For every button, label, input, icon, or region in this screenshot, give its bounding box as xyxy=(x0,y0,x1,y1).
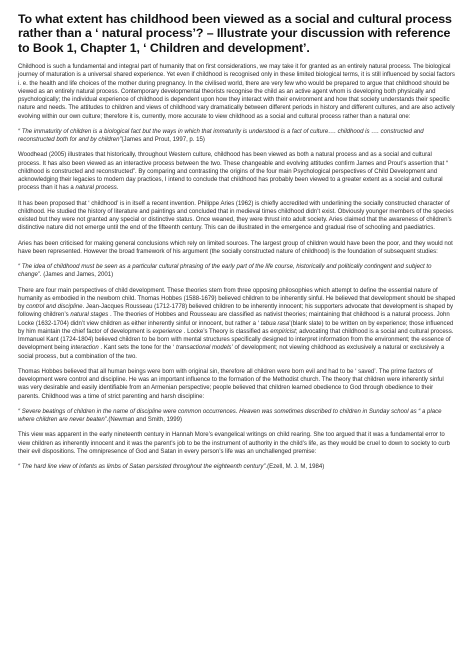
paragraph-aries: It has been proposed that ‘ childhood’ is in itself a recent invention. Philippe Aries (1962) is chiefly accredited with underlining the socially constructed character of childhood. He studied the history of literature and paintings and concluded that in medieval times childhood didn’t exist. Obviously younger members of the species existed but they were not granted any special or distinctive status. Once weaned, they were thrust into adult society. Aries claimed that the awareness of children’s distinctive nature did not emerge until the end of the fifteenth century. This can de illustrated in the emergence and gradual rise of schooling and paediatrics. xyxy=(18,200,454,232)
paragraph-text: ; advocating that childhood is a social and cultural process. Immanuel Kant (1724-1804) believed children to be born with mental structures specifically designed to interpret information from the environment; the essence of development being xyxy=(18,328,454,352)
quote-james-james xyxy=(18,263,456,280)
paragraph-aries-criticism: Aries has been criticised for making general conclusions which rely on limited sources. The largest group of children would have been the poor, and they would not have been represented. However the broad framework of his argument (the socially constructed nature of childhood) is the foundation of subsequent studies: xyxy=(18,240,453,255)
quote-text: “ Severe beatings of children in the name of discipline were common occurrences. Heaven was sometimes described to children in Sunday school as “ a place where children are never beaten”. xyxy=(18,408,442,424)
emphasis-text: tabua rasa xyxy=(260,320,290,327)
emphasis-text: empiricist xyxy=(270,328,296,335)
emphasis-text: natural process. xyxy=(75,185,119,192)
paragraph-woodhead xyxy=(18,151,456,192)
paragraph-text: . Jean-Jacques Rousseau (1712-1778) believed children to be inherently innocent; his supporters advocate that development is shaped by following children’s xyxy=(18,304,453,319)
quote-text: “ The immaturity of children is a biological fact but the ways in which that immaturity is understood is a fact of culture…. childhood is …. constructed and reconstructed both for and by children” xyxy=(18,128,424,144)
quote-ezell xyxy=(18,463,456,471)
paragraph-intro: Childhood is such a fundamental and integral part of humanity that on first considerations, we may take it for granted as an entirely natural process. The biological journey of maturation is a universal shared experience. Yet even if childhood is recognised only in these limited biological terms, it is still influenced by social factors i. e. the health and life choices of the mother during pregnancy. In the civilised world, there are very few who would be prepared to argue that childhood should be viewed as an entirely natural process. Contemporary developmental theorists recognise the child as an active agent whom is developing both physically and psychologically; the individual experience of childhood is dependent upon how they interact with their environment and how that society understands their specific nature and needs. The attitudes to children and views of childhood vary dramatically between different periods in history and different cultures, and are also actively evolving within our own culture; therefore it is, currently, more accurate to view childhood as a social and cultural process rather than a natural one: xyxy=(18,64,455,120)
paragraph-text: . Kant sets the tone for the ‘ xyxy=(98,345,176,352)
quote-citation: .(Ezell, M. J. M, 1984) xyxy=(265,464,325,471)
quote-james-prout xyxy=(18,128,456,145)
quote-citation: (Newman and Smith, 1999) xyxy=(108,417,183,424)
paragraph-text: ’(blank slate) to be written on by experience; those influenced by him maintain the chief factor of development is xyxy=(18,320,454,335)
quote-text: “ The hard line view of infants as limbs of Satan persisted throughout the eighteenth century” xyxy=(18,464,266,471)
paragraph-text: . The theories of Hobbes and Rousseau are classified as nativist theories; maintaining that childhood is a natural process. John Locke (1632-1704) didn’t view children as either inherently sinful or innocent, but rather a ‘ xyxy=(18,312,450,327)
emphasis-text: control and discipline xyxy=(26,304,83,311)
emphasis-text: interaction xyxy=(70,345,99,352)
paragraph-hannah-more: This view was apparent in the early nineteenth century in Hannah More’s evangelical writings on child rearing. She too argued that it was a fundamental error to view children as inherently innocent and it was the parent’s job to be the instrument of authority in the child’s life, as they would be cruel to down to society to curb their evil dispositions. The omnipresence of God and Satan in every person’s life was an unchallenged premise: xyxy=(18,432,451,455)
paragraph-text: . Locke’s Theory is classified as xyxy=(182,328,271,335)
paragraph-perspectives xyxy=(18,287,456,361)
paragraph-text: Woodhead (2005) illustrates that historically, throughout Western culture, childhood has been viewed as both a natural process and as a social and cultural process. It has also been viewed as an interactive process between the two. These changeable and evolving attitudes confirm James and Prout’s assertion that “ childhood is constructed and reconstructed”. By comparing and contrasting the origins of the four main Psychological perspectives of Child Development and acknowledging their legacies to modern day practices, I intend to conclude that childhood has probably been viewed to a greater extent as a social and cultural process than it has a xyxy=(18,152,449,192)
emphasis-text: transactional models’ xyxy=(176,345,233,352)
paragraph-hobbes: Thomas Hobbes believed that all human beings were born with original sin, therefore all children were born evil and had to be ‘ saved’. The prime factors of development were control and discipline. He was an important influence to the formation of the Methodist church. The theory that children were inherently sinful was very desirable and easily identifiable from an Armenian perspective; people believed that children learned obedience to God through obedience to their parents. Childhood was a time of strict parenting and harsh discipline: xyxy=(18,368,444,400)
emphasis-text: experience xyxy=(152,328,183,335)
paragraph-text: of development; not viewing childhood as exclusively a natural or exclusively a social process, but a combination of the two. xyxy=(18,345,445,360)
document-title: To what extent has childhood been viewed as a social and cultural process rather than a ‘ natural process’? – Illustrate your discussion with reference to Book 1, Chapter 1, ‘ Children and development’. xyxy=(18,12,452,55)
paragraph-text: There are four main perspectives of child development. These theories stem from three opposing philosophies which attempt to define the essential nature of humanity as embodied in the newborn child. Thomas Hobbes (1588-1679) believed children to be inherently sinful. He believed that development should be shaped by xyxy=(18,287,456,311)
quote-citation: (James and James, 2001) xyxy=(41,272,114,279)
quote-newman-smith xyxy=(18,408,456,425)
quote-text: “ The idea of childhood must be seen as a particular cultural phrasing of the early part of the life course, historically and politically contingent and subject to change”. xyxy=(18,264,432,279)
quote-citation: (James and Prout, 1997, p. 15) xyxy=(121,137,205,144)
emphasis-text: natural stages xyxy=(70,312,109,319)
